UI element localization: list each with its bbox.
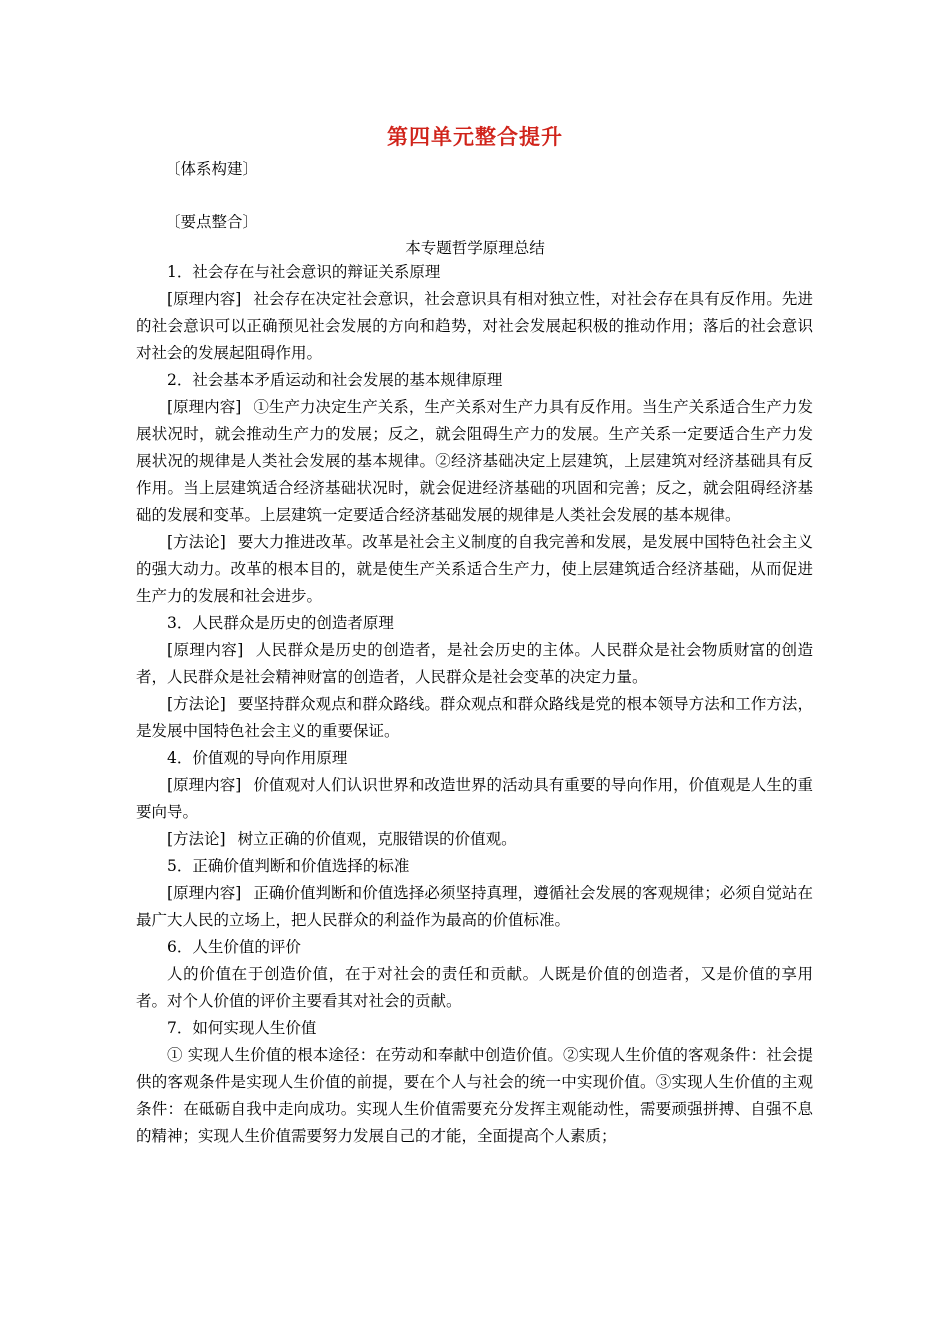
method-text: 要坚持群众观点和群众路线。群众观点和群众路线是党的根本领导方法和工作方法，是发展中国特色社会主义的重要保证。 bbox=[136, 695, 813, 740]
principle-tag: [原理内容] bbox=[167, 398, 242, 416]
subtitle: 本专题哲学原理总结 bbox=[405, 239, 545, 257]
item-content bbox=[136, 880, 813, 934]
method-tag: [方法论] bbox=[167, 830, 226, 848]
item-text: ① 实现人生价值的根本途径：在劳动和奉献中创造价值。②实现人生价值的客观条件：社会提供的客观条件是实现人生价值的前提，要在个人与社会的统一中实现价值。③实现人生价值的主观条件：在砥砺自我中走向成功。实现人生价值需要充分发挥主观能动性，需要顽强拼搏、自强不息的精神；实现人生价值需要努力发展自己的才能，全面提高个人素质； bbox=[136, 1046, 813, 1145]
item-content bbox=[136, 772, 813, 826]
item-heading: 2．社会基本矛盾运动和社会发展的基本规律原理 bbox=[167, 371, 503, 389]
item-content bbox=[136, 286, 813, 367]
principle-tag: [原理内容] bbox=[167, 884, 242, 902]
method-tag: [方法论] bbox=[167, 695, 226, 713]
item-method bbox=[136, 826, 813, 853]
principle-text: 人民群众是历史的创造者，是社会历史的主体。人民群众是社会物质财富的创造者，人民群众是社会精神财富的创造者，人民群众是社会变革的决定力量。 bbox=[136, 641, 813, 686]
principle-tag: [原理内容] bbox=[167, 290, 242, 308]
method-text: 树立正确的价值观，克服错误的价值观。 bbox=[237, 830, 517, 848]
item-text: 人的价值在于创造价值，在于对社会的责任和贡献。人既是价值的创造者，又是价值的享用者。对个人价值的评价主要看其对社会的贡献。 bbox=[136, 965, 813, 1010]
item-heading: 7．如何实现人生价值 bbox=[167, 1019, 317, 1037]
content-body bbox=[136, 259, 813, 1150]
principle-text: 价值观对人们认识世界和改造世界的活动具有重要的导向作用，价值观是人生的重要向导。 bbox=[136, 776, 813, 821]
principle-tag: [原理内容] bbox=[167, 641, 244, 659]
item-content bbox=[136, 637, 813, 691]
section-key-label: 〔要点整合〕 bbox=[165, 213, 259, 231]
item-heading: 5．正确价值判断和价值选择的标准 bbox=[167, 857, 410, 875]
page-title: 第四单元整合提升 bbox=[387, 124, 563, 149]
principle-text: 正确价值判断和价值选择必须坚持真理，遵循社会发展的客观规律；必须自觉站在最广大人民的立场上，把人民群众的利益作为最高的价值标准。 bbox=[136, 884, 813, 929]
principle-text: ①生产力决定生产关系，生产关系对生产力具有反作用。当生产关系适合生产力发展状况时，就会推动生产力的发展；反之，就会阻碍生产力的发展。生产关系一定要适合生产力发展状况的规律是人类社会发展的基本规律。②经济基础决定上层建筑，上层建筑对经济基础具有反作用。当上层建筑适合经济基础状况时，就会促进经济基础的巩固和完善；反之，就会阻碍经济基础的发展和变革。上层建筑一定要适合经济基础发展的规律是人类社会发展的基本规律。 bbox=[136, 398, 813, 524]
item-heading: 3．人民群众是历史的创造者原理 bbox=[167, 614, 394, 632]
item-heading: 6．人生价值的评价 bbox=[167, 938, 301, 956]
method-tag: [方法论] bbox=[167, 533, 226, 551]
item-method bbox=[136, 691, 813, 745]
item-heading: 1．社会存在与社会意识的辩证关系原理 bbox=[167, 263, 441, 281]
item-method bbox=[136, 529, 813, 610]
item-content bbox=[136, 394, 813, 529]
section-system-label: 〔体系构建〕 bbox=[165, 160, 259, 178]
principle-tag: [原理内容] bbox=[167, 776, 242, 794]
item-heading: 4．价值观的导向作用原理 bbox=[167, 749, 348, 767]
method-text: 要大力推进改革。改革是社会主义制度的自我完善和发展，是发展中国特色社会主义的强大动力。改革的根本目的，就是使生产关系适合生产力，使上层建筑适合经济基础，从而促进生产力的发展和社会进步。 bbox=[136, 533, 813, 605]
principle-text: 社会存在决定社会意识，社会意识具有相对独立性，对社会存在具有反作用。先进的社会意识可以正确预见社会发展的方向和趋势，对社会发展起积极的推动作用；落后的社会意识对社会的发展起阻碍作用。 bbox=[136, 290, 813, 362]
